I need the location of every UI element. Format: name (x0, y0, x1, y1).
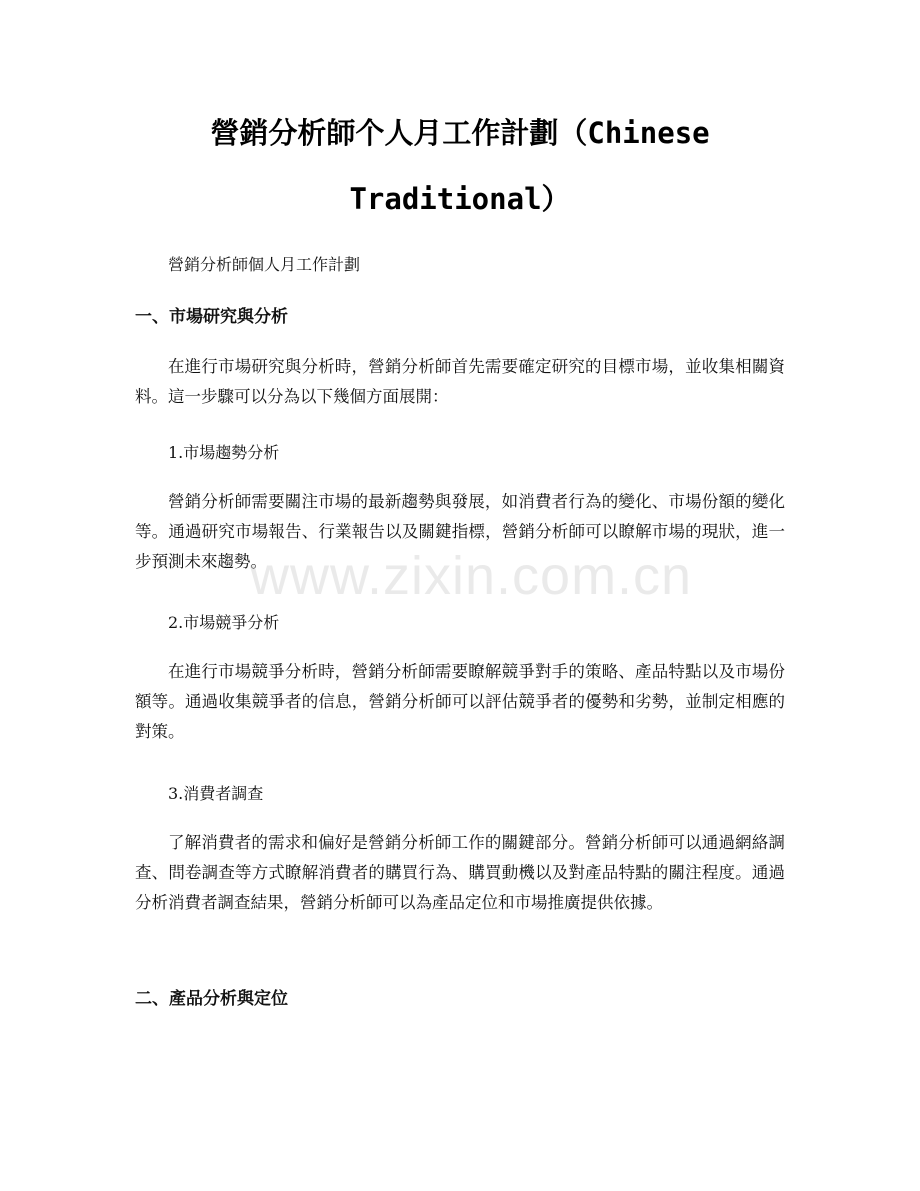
watermark: www.zixin.com.cn (250, 546, 693, 606)
section-heading-1: 一、市場研究與分析 (135, 307, 288, 327)
subsection-2-paragraph: 在進行市場競爭分析時，營銷分析師需要瞭解競爭對手的策略、產品特點以及市場份額等。通過收集競爭者的信息，營銷分析師可以評估競爭者的優勢和劣勢，並制定相應的對策。 (135, 662, 785, 741)
subsection-heading-3: 3.消費者調查 (168, 784, 264, 803)
section-heading-2: 二、產品分析與定位 (135, 989, 288, 1009)
subsection-1-paragraph: 營銷分析師需要關注市場的最新趨勢與發展，如消費者行為的變化、市場份額的變化等。通過研究市場報告、行業報告以及關鍵指標，營銷分析師可以瞭解市場的現狀，進一步預測未來趨勢。 (135, 492, 785, 571)
subsection-heading-2: 2.市場競爭分析 (168, 613, 280, 632)
subsection-3-paragraph: 了解消費者的需求和偏好是營銷分析師工作的關鍵部分。營銷分析師可以通過網絡調查、問卷調查等方式瞭解消費者的購買行為、購買動機以及對產品特點的關注程度。通過分析消費者調查結果，營銷分析師可以為產品定位和市場推廣提供依據。 (135, 833, 785, 912)
subsection-heading-1: 1.市場趨勢分析 (168, 443, 280, 462)
document-title: 營銷分析師个人月工作計劃（Chinese Traditional） (210, 116, 710, 216)
intro-line: 營銷分析師個人月工作計劃 (168, 255, 361, 274)
section-1-intro-paragraph: 在進行市場研究與分析時，營銷分析師首先需要確定研究的目標市場，並收集相關資料。這一步驟可以分為以下幾個方面展開： (135, 357, 785, 406)
